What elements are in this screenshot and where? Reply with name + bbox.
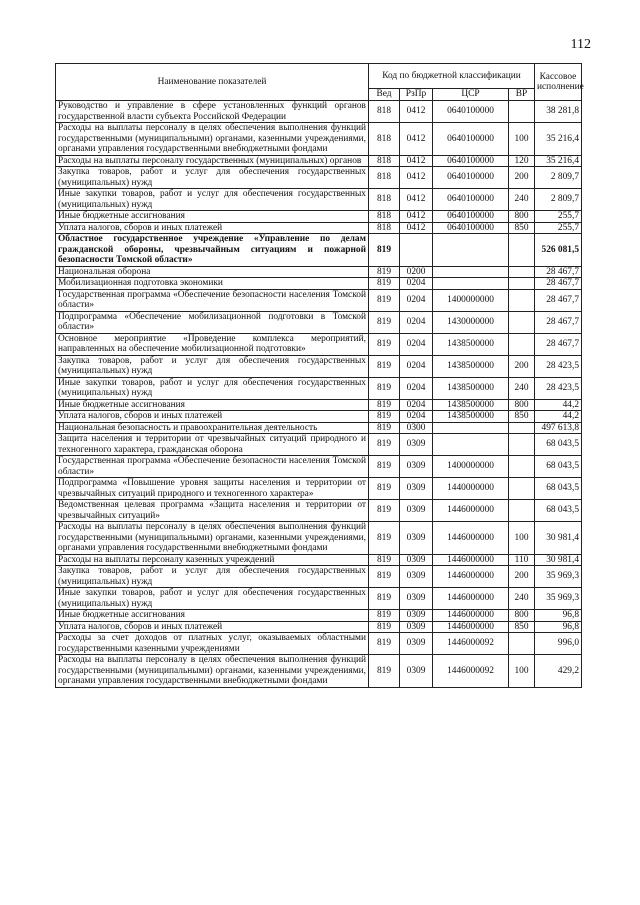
- row-csr: 1438500000: [433, 355, 509, 377]
- row-amount: 526 081,5: [535, 234, 582, 267]
- row-ved: 819: [369, 500, 400, 522]
- row-vr: 100: [509, 123, 535, 156]
- row-csr: 1446000000: [433, 621, 509, 633]
- row-csr: 1446000000: [433, 588, 509, 610]
- row-csr: [433, 422, 509, 434]
- row-rzpr: 0412: [400, 211, 433, 223]
- row-ved: 819: [369, 655, 400, 688]
- row-amount: 35 969,3: [535, 566, 582, 588]
- row-vr: 240: [509, 377, 535, 399]
- table-row: [56, 101, 582, 123]
- row-rzpr: 0412: [400, 222, 433, 234]
- table-row: [56, 588, 582, 610]
- row-ved: 818: [369, 211, 400, 223]
- row-name: Защита населения и территории от чрезвычайных ситуаций природного и техногенного характера, гражданская оборона: [56, 434, 369, 456]
- row-vr: 120: [509, 155, 535, 167]
- row-ved: 819: [369, 610, 400, 622]
- row-rzpr: 0204: [400, 377, 433, 399]
- row-rzpr: 0204: [400, 278, 433, 290]
- row-amount: 96,8: [535, 621, 582, 633]
- row-name: Иные закупки товаров, работ и услуг для обеспечения государственных (муниципальных) нужд: [56, 588, 369, 610]
- row-csr: [433, 278, 509, 290]
- row-name: Областное государственное учреждение «Управление по делам гражданской обороны, чрезвычайным ситуациям и пожарной безопасности Томской области»: [56, 234, 369, 267]
- row-vr: 800: [509, 211, 535, 223]
- table-row: [56, 222, 582, 234]
- row-ved: 818: [369, 222, 400, 234]
- row-amount: 28 467,7: [535, 266, 582, 278]
- row-ved: 819: [369, 588, 400, 610]
- row-vr: [509, 422, 535, 434]
- table-row: [56, 399, 582, 411]
- row-amount: 28 467,7: [535, 311, 582, 333]
- header-amount: Кассовое исполнение: [535, 64, 582, 101]
- row-vr: [509, 101, 535, 123]
- row-csr: 1400000000: [433, 289, 509, 311]
- row-csr: 0640100000: [433, 222, 509, 234]
- header-code-group: Код по бюджетной классификации: [369, 64, 535, 89]
- row-csr: 1430000000: [433, 311, 509, 333]
- header-vr: ВР: [509, 89, 535, 101]
- row-vr: 800: [509, 610, 535, 622]
- table-row: [56, 311, 582, 333]
- header-name: Наименование показателей: [56, 64, 369, 101]
- row-ved: 819: [369, 234, 400, 267]
- table-row: [56, 554, 582, 566]
- row-vr: 240: [509, 189, 535, 211]
- budget-table: [55, 63, 582, 688]
- row-vr: [509, 456, 535, 478]
- row-amount: 35 216,4: [535, 155, 582, 167]
- row-ved: 819: [369, 266, 400, 278]
- row-vr: 100: [509, 655, 535, 688]
- row-name: Государственная программа «Обеспечение безопасности населения Томской области»: [56, 289, 369, 311]
- row-name: Национальная оборона: [56, 266, 369, 278]
- row-csr: 1446000000: [433, 566, 509, 588]
- row-ved: 819: [369, 456, 400, 478]
- row-name: Национальная безопасность и правоохранительная деятельность: [56, 422, 369, 434]
- row-csr: 1446000000: [433, 500, 509, 522]
- row-name: Уплата налогов, сборов и иных платежей: [56, 621, 369, 633]
- row-name: Основное мероприятие «Проведение комплекса мероприятий, направленных на обеспечение мобилизационной подготовки»: [56, 333, 369, 355]
- row-vr: 240: [509, 588, 535, 610]
- row-ved: 818: [369, 189, 400, 211]
- row-rzpr: 0204: [400, 289, 433, 311]
- row-name: Иные закупки товаров, работ и услуг для обеспечения государственных (муниципальных) нужд: [56, 377, 369, 399]
- row-ved: 819: [369, 522, 400, 555]
- row-amount: 28 467,7: [535, 289, 582, 311]
- row-vr: [509, 278, 535, 290]
- row-amount: 30 981,4: [535, 554, 582, 566]
- table-row: [56, 266, 582, 278]
- row-rzpr: 0309: [400, 610, 433, 622]
- row-name: Закупка товаров, работ и услуг для обеспечения государственных (муниципальных) нужд: [56, 355, 369, 377]
- table-row: [56, 189, 582, 211]
- row-rzpr: 0412: [400, 101, 433, 123]
- row-amount: 2 809,7: [535, 189, 582, 211]
- table-row: [56, 610, 582, 622]
- row-vr: [509, 434, 535, 456]
- row-csr: 1440000000: [433, 478, 509, 500]
- table-row: [56, 278, 582, 290]
- row-rzpr: 0309: [400, 522, 433, 555]
- row-ved: 819: [369, 377, 400, 399]
- table-row: [56, 566, 582, 588]
- row-name: Расходы на выплаты персоналу государственных (муниципальных) органов: [56, 155, 369, 167]
- row-amount: 68 043,5: [535, 456, 582, 478]
- table-row: [56, 377, 582, 399]
- row-ved: 819: [369, 333, 400, 355]
- row-rzpr: 0309: [400, 566, 433, 588]
- row-vr: 100: [509, 522, 535, 555]
- row-csr: 1400000000: [433, 456, 509, 478]
- table-row: [56, 522, 582, 555]
- row-ved: 819: [369, 278, 400, 290]
- row-csr: 1438500000: [433, 333, 509, 355]
- row-ved: 819: [369, 311, 400, 333]
- row-vr: 800: [509, 399, 535, 411]
- row-csr: 1446000092: [433, 633, 509, 655]
- row-amount: 44,2: [535, 411, 582, 423]
- table-row: [56, 434, 582, 456]
- row-rzpr: 0309: [400, 633, 433, 655]
- row-amount: 429,2: [535, 655, 582, 688]
- row-name: Руководство и управление в сфере установленных функций органов государственной власти субъекта Российской Федерации: [56, 101, 369, 123]
- row-csr: 0640100000: [433, 189, 509, 211]
- row-ved: 819: [369, 355, 400, 377]
- row-amount: 2 809,7: [535, 167, 582, 189]
- row-rzpr: 0204: [400, 355, 433, 377]
- row-ved: 818: [369, 101, 400, 123]
- row-vr: [509, 500, 535, 522]
- row-amount: 30 981,4: [535, 522, 582, 555]
- row-csr: 0640100000: [433, 101, 509, 123]
- row-vr: 200: [509, 167, 535, 189]
- row-amount: 28 467,7: [535, 278, 582, 290]
- row-amount: 68 043,5: [535, 500, 582, 522]
- row-name: Иные закупки товаров, работ и услуг для обеспечения государственных (муниципальных) нужд: [56, 189, 369, 211]
- row-vr: [509, 633, 535, 655]
- row-name: Иные бюджетные ассигнования: [56, 399, 369, 411]
- row-name: Закупка товаров, работ и услуг для обеспечения государственных (муниципальных) нужд: [56, 167, 369, 189]
- row-rzpr: 0309: [400, 655, 433, 688]
- row-rzpr: 0412: [400, 189, 433, 211]
- row-vr: 850: [509, 621, 535, 633]
- row-rzpr: 0309: [400, 500, 433, 522]
- row-csr: [433, 266, 509, 278]
- row-amount: 255,7: [535, 211, 582, 223]
- row-name: Мобилизационная подготовка экономики: [56, 278, 369, 290]
- table-row: [56, 633, 582, 655]
- row-vr: [509, 333, 535, 355]
- row-name: Расходы на выплаты персоналу казенных учреждений: [56, 554, 369, 566]
- table-row: [56, 355, 582, 377]
- table-row: [56, 167, 582, 189]
- table-row: [56, 234, 582, 267]
- row-csr: [433, 234, 509, 267]
- header-rzpr: РзПр: [400, 89, 433, 101]
- table-row: [56, 333, 582, 355]
- row-name: Подпрограмма «Обеспечение мобилизационной подготовки в Томской области»: [56, 311, 369, 333]
- row-rzpr: 0309: [400, 554, 433, 566]
- row-vr: [509, 478, 535, 500]
- header-ved: Вед: [369, 89, 400, 101]
- row-name: Уплата налогов, сборов и иных платежей: [56, 222, 369, 234]
- table-row: [56, 155, 582, 167]
- row-ved: 818: [369, 167, 400, 189]
- row-csr: [433, 434, 509, 456]
- row-ved: 819: [369, 554, 400, 566]
- row-rzpr: 0204: [400, 333, 433, 355]
- row-rzpr: 0309: [400, 588, 433, 610]
- row-amount: 28 423,5: [535, 355, 582, 377]
- row-name: Расходы за счет доходов от платных услуг, оказываемых областными государственными казенными учреждениями: [56, 633, 369, 655]
- row-amount: 497 613,8: [535, 422, 582, 434]
- table-row: [56, 655, 582, 688]
- row-rzpr: 0309: [400, 434, 433, 456]
- row-name: Уплата налогов, сборов и иных платежей: [56, 411, 369, 423]
- row-amount: 44,2: [535, 399, 582, 411]
- row-csr: 0640100000: [433, 123, 509, 156]
- row-rzpr: 0204: [400, 311, 433, 333]
- row-csr: 1438500000: [433, 377, 509, 399]
- table-row: [56, 211, 582, 223]
- table-row: [56, 500, 582, 522]
- row-vr: [509, 234, 535, 267]
- table-body: [56, 101, 582, 688]
- row-ved: 819: [369, 566, 400, 588]
- row-ved: 819: [369, 411, 400, 423]
- row-rzpr: 0204: [400, 399, 433, 411]
- row-name: Иные бюджетные ассигнования: [56, 610, 369, 622]
- row-vr: 200: [509, 355, 535, 377]
- row-amount: 68 043,5: [535, 478, 582, 500]
- row-rzpr: 0204: [400, 411, 433, 423]
- row-ved: 819: [369, 434, 400, 456]
- row-csr: 0640100000: [433, 155, 509, 167]
- row-rzpr: [400, 234, 433, 267]
- row-vr: [509, 266, 535, 278]
- row-ved: 819: [369, 399, 400, 411]
- row-rzpr: 0300: [400, 422, 433, 434]
- row-csr: 1446000000: [433, 522, 509, 555]
- row-amount: 996,0: [535, 633, 582, 655]
- table-row: [56, 289, 582, 311]
- row-name: Подпрограмма «Повышение уровня защиты населения и территории от чрезвычайных ситуаций природного и техногенного характера»: [56, 478, 369, 500]
- row-rzpr: 0309: [400, 478, 433, 500]
- row-rzpr: 0309: [400, 621, 433, 633]
- row-csr: 1438500000: [433, 399, 509, 411]
- row-csr: 1438500000: [433, 411, 509, 423]
- row-csr: 0640100000: [433, 211, 509, 223]
- row-rzpr: 0309: [400, 456, 433, 478]
- row-ved: 819: [369, 478, 400, 500]
- table-row: [56, 422, 582, 434]
- row-amount: 28 423,5: [535, 377, 582, 399]
- table-row: [56, 123, 582, 156]
- table-row: [56, 456, 582, 478]
- row-vr: [509, 289, 535, 311]
- row-amount: 28 467,7: [535, 333, 582, 355]
- row-ved: 819: [369, 289, 400, 311]
- row-ved: 818: [369, 155, 400, 167]
- row-vr: [509, 311, 535, 333]
- header-csr: ЦСР: [433, 89, 509, 101]
- table-row: [56, 621, 582, 633]
- table-row: [56, 478, 582, 500]
- row-ved: 819: [369, 633, 400, 655]
- row-name: Государственная программа «Обеспечение безопасности населения Томской области»: [56, 456, 369, 478]
- row-amount: 96,8: [535, 610, 582, 622]
- row-amount: 38 281,8: [535, 101, 582, 123]
- row-vr: 850: [509, 222, 535, 234]
- row-rzpr: 0412: [400, 123, 433, 156]
- row-name: Ведомственная целевая программа «Защита населения и территории от чрезвычайных ситуаций»: [56, 500, 369, 522]
- table-row: [56, 411, 582, 423]
- row-amount: 255,7: [535, 222, 582, 234]
- row-amount: 35 969,3: [535, 588, 582, 610]
- row-name: Расходы на выплаты персоналу в целях обеспечения выполнения функций государственными (муниципальными) органами, казенными учреждениями, органами управления государственными внебюджетными фондами: [56, 522, 369, 555]
- row-amount: 68 043,5: [535, 434, 582, 456]
- row-rzpr: 0412: [400, 155, 433, 167]
- row-ved: 819: [369, 422, 400, 434]
- row-vr: 200: [509, 566, 535, 588]
- row-name: Расходы на выплаты персоналу в целях обеспечения выполнения функций государственными (муниципальными) органами, казенными учреждениями, органами управления государственными внебюджетными фондами: [56, 655, 369, 688]
- row-amount: 35 216,4: [535, 123, 582, 156]
- row-csr: 1446000092: [433, 655, 509, 688]
- row-rzpr: 0200: [400, 266, 433, 278]
- row-vr: 850: [509, 411, 535, 423]
- row-ved: 818: [369, 123, 400, 156]
- row-rzpr: 0412: [400, 167, 433, 189]
- row-csr: 0640100000: [433, 167, 509, 189]
- page-number: 112: [570, 37, 591, 52]
- row-name: Иные бюджетные ассигнования: [56, 211, 369, 223]
- row-name: Расходы на выплаты персоналу в целях обеспечения выполнения функций государственными (муниципальными) органами, казенными учреждениями, органами управления государственными внебюджетными фондами: [56, 123, 369, 156]
- row-csr: 1446000000: [433, 610, 509, 622]
- row-name: Закупка товаров, работ и услуг для обеспечения государственных (муниципальных) нужд: [56, 566, 369, 588]
- row-csr: 1446000000: [433, 554, 509, 566]
- row-ved: 819: [369, 621, 400, 633]
- row-vr: 110: [509, 554, 535, 566]
